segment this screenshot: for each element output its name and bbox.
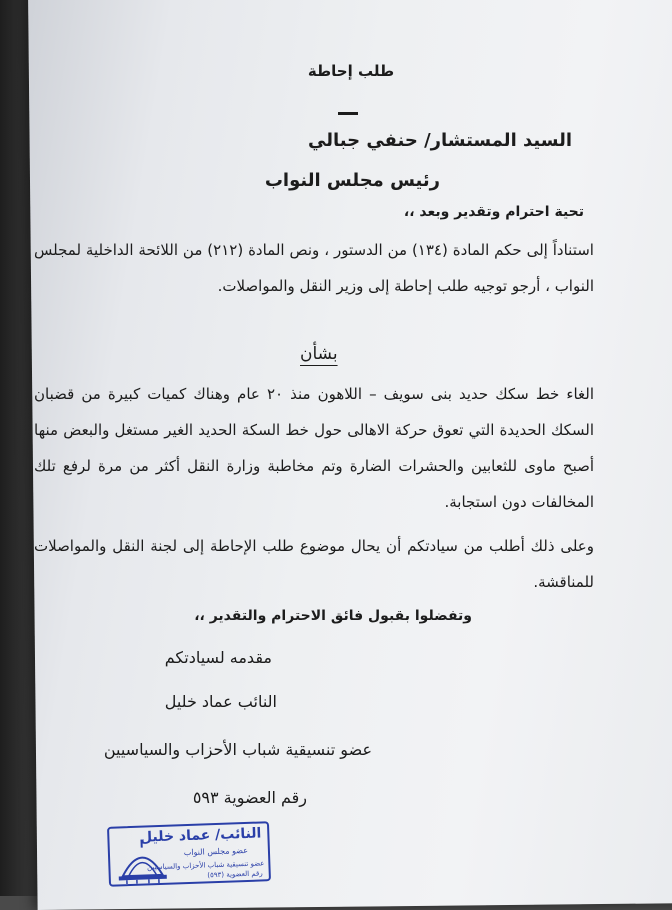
signature-name: النائب عماد خليل — [165, 692, 277, 711]
stamp-number: رقم العضوية (٥٩٣) — [207, 869, 263, 879]
addressee-position: رئيس مجلس النواب — [265, 170, 440, 191]
official-stamp — [107, 821, 271, 887]
signature-membership: عضو تنسيقية شباب الأحزاب والسياسيين — [104, 740, 372, 759]
addressee: السيد المستشار/ حنفي جبالي — [308, 130, 572, 151]
paragraph-subject: الغاء خط سكك حديد بنى سويف – اللاهون منذ ٢٠ عام وهناك كميات كبيرة من قضبان السكك الحديدة التي تعوق حركة الاهالى حول خط السكة الحديد الغير مستغل والبعض منها أصبح ماوى للثعابين والحشرات الضارة وتم مخاطبة وزارة النقل أكثر من مرة لرفع تلك المخالفات دون استجابة. — [34, 376, 594, 520]
title-divider — [338, 112, 358, 115]
closing-line: وتفضلوا بقبول فائق الاحترام والتقدير ،، — [194, 608, 472, 624]
signature-submitted: مقدمه لسيادتكم — [165, 648, 272, 667]
subject-heading: بشأن — [300, 344, 338, 364]
stamp-role: عضو مجلس النواب — [184, 846, 248, 857]
signature-member-number: رقم العضوية ٥٩٣ — [193, 788, 307, 807]
stamp-name: النائب/ عماد خليل — [140, 825, 262, 845]
greeting: تحية احترام وتقدير وبعد ،، — [404, 204, 584, 220]
paragraph-request: وعلى ذلك أطلب من سيادتكم أن يحال موضوع طلب الإحاطة إلى لجنة النقل والمواصلات للمناقشة. — [34, 528, 594, 600]
document-title: طلب إحاطة — [0, 62, 672, 80]
paragraph-intro: استناداً إلى حكم المادة (١٣٤) من الدستور ، ونص المادة (٢١٢) من اللائحة الداخلية لمجلس النواب ، أرجو توجيه طلب إحاطة إلى وزير النقل والمواصلات. — [34, 232, 594, 304]
stamp-membership: عضو تنسيقية شباب الأحزاب والسياسيين — [147, 859, 265, 871]
